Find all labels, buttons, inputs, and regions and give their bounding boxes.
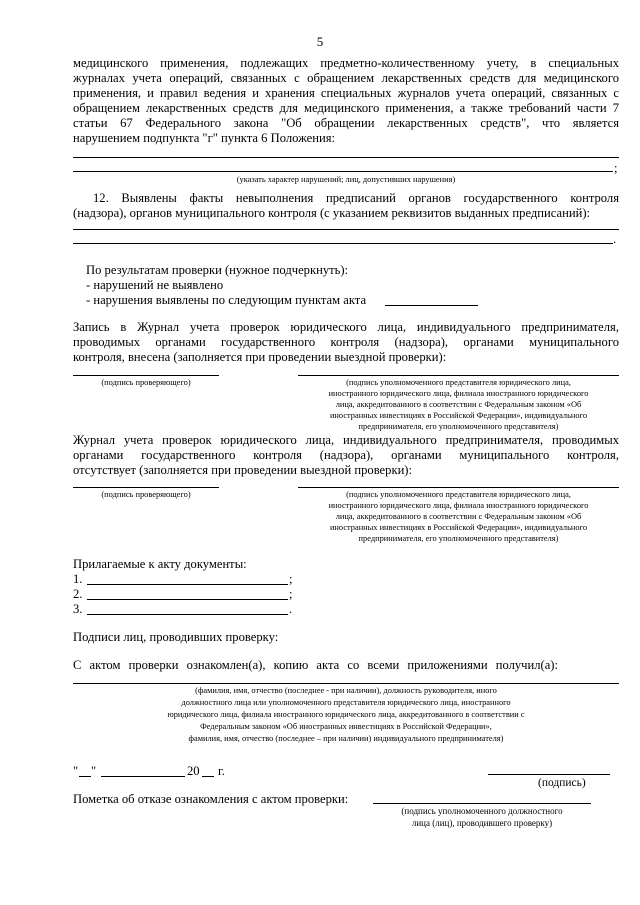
day-blank-line[interactable] (79, 776, 91, 777)
refusal-signature-line[interactable] (373, 803, 591, 804)
inspector-signature-line[interactable] (73, 375, 219, 376)
attachment-number: 3. (73, 602, 83, 616)
semicolon: ; (614, 161, 618, 175)
intro-line: обращением лекарственных средств для медицинского применения, а также требований части 7 (73, 101, 619, 115)
signature-caption: (подпись) (538, 777, 586, 789)
journal-entry-line: проводимых органами государственного контроля (надзора), органами муниципального (73, 335, 619, 349)
prescription-blank-line[interactable] (73, 243, 613, 244)
journal-absent-line: органами государственного контроля (надзора), органами муниципального контроля, (73, 448, 619, 462)
inspector-signature-line[interactable] (73, 487, 219, 488)
journal-entry-line: контроля, внесена (заполняется при проведении выездной проверки): (73, 350, 447, 364)
refusal-label: Пометка об отказе ознакомления с актом проверки: (73, 792, 349, 806)
acknowledged-line: С актом проверки ознакомлен(а), копию акта со всеми приложениями получил(а): (73, 658, 558, 672)
attachment-ending: ; (289, 587, 293, 601)
attachment-blank-line[interactable] (87, 599, 288, 600)
period: . (613, 232, 617, 246)
inspector-signature-caption: (подпись проверяющего) (101, 378, 191, 387)
page-number: 5 (316, 34, 324, 49)
intro-line: журналах учета операций, связанных с обращением лекарственных средств для медицинского (73, 71, 619, 85)
attachment-number: 1. (73, 572, 83, 586)
attachment-ending: . (289, 602, 293, 616)
intro-line: статьи 67 Федерального закона "Об обращении лекарственных средств", что является (73, 116, 619, 130)
attachment-number: 2. (73, 587, 83, 601)
violation-blank-line[interactable] (73, 157, 619, 158)
signature-blank-line[interactable] (488, 774, 610, 775)
item12-line: (надзора), органов муниципального контроля (с указанием реквизитов выданных предписаний): (73, 206, 591, 220)
inspector-signature-caption: (подпись проверяющего) (101, 490, 191, 499)
results-option-none[interactable]: - нарушений не выявлено (86, 278, 224, 292)
attachment-blank-line[interactable] (87, 614, 288, 615)
violation-blank-line[interactable] (73, 171, 613, 172)
item12-line: 12. Выявлены факты невыполнения предписаний органов государственного контроля (93, 191, 619, 205)
intro-line: нарушением подпункта "г" пункта 6 Положения: (73, 131, 335, 145)
representative-signature-line[interactable] (298, 375, 619, 376)
violation-caption: (указать характер нарушений; лиц, допустивших нарушения) (236, 175, 456, 184)
attachments-heading: Прилагаемые к акту документы: (73, 557, 247, 571)
signatures-heading: Подписи лиц, проводивших проверку: (73, 630, 279, 644)
year-blank-line[interactable] (202, 776, 214, 777)
results-option-found[interactable]: - нарушения выявлены по следующим пунктам акта (86, 293, 367, 307)
act-points-blank-line[interactable] (385, 305, 478, 306)
month-blank-line[interactable] (101, 776, 185, 777)
attachment-ending: ; (289, 572, 293, 586)
journal-entry-line: Запись в Журнал учета проверок юридического лица, индивидуального предпринимателя, (73, 320, 619, 334)
intro-line: применения, и правил ведения и хранения специальных журналов учета операций, связанных с (73, 86, 619, 100)
attachment-blank-line[interactable] (87, 584, 288, 585)
prescription-blank-line[interactable] (73, 229, 619, 230)
results-heading: По результатам проверки (нужное подчеркнуть): (86, 263, 349, 277)
journal-absent-line: Журнал учета проверок юридического лица, индивидуального предпринимателя, проводимых (73, 433, 619, 447)
acknowledged-blank-line[interactable] (73, 683, 619, 684)
journal-absent-line: отсутствует (заполняется при проведении выездной проверки): (73, 463, 412, 477)
intro-line: медицинского применения, подлежащих предметно-количественному учету, в специальных (73, 56, 619, 70)
representative-signature-line[interactable] (298, 487, 619, 488)
